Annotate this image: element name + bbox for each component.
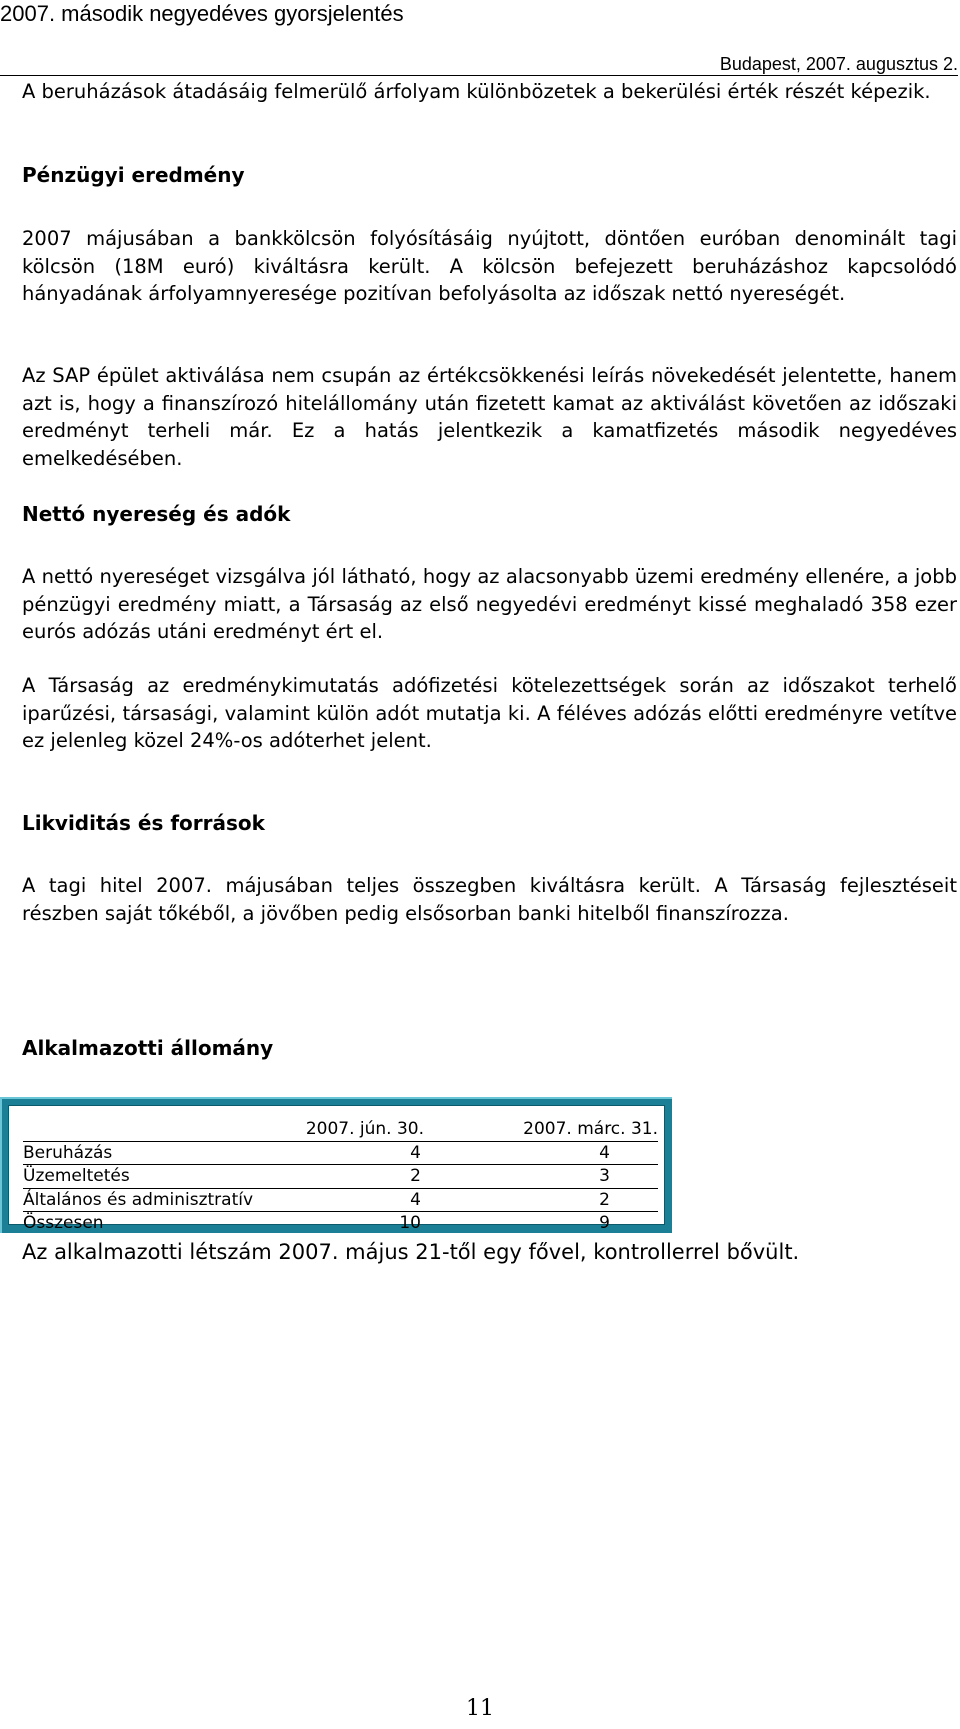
row-label: Üzemeltetés: [23, 1165, 291, 1189]
staff-note-block: [22, 1238, 957, 1266]
net-section: [22, 500, 957, 528]
row-value-jun: 4: [291, 1141, 424, 1165]
row-label: Beruházás: [23, 1141, 291, 1165]
net-para-1-block: [22, 563, 957, 646]
row-value-jun: 10: [399, 1213, 421, 1234]
financial-para-2-block: [22, 362, 957, 472]
staff-table-frame: [0, 1097, 672, 1233]
row-value-mar: 4: [424, 1141, 658, 1165]
page-header-title: 2007. második negyedéves gyorsjelentés: [0, 1, 404, 26]
table-header-mar: 2007. márc. 31.: [424, 1118, 658, 1141]
intro-paragraph: A beruházások átadásáig felmerülő árfolyam különbözetek a bekerülési érték részét képezik.: [22, 80, 931, 103]
staff-note: Az alkalmazotti létszám 2007. május 21-től egy fővel, kontrollerrel bővült.: [22, 1240, 800, 1264]
page-header-date: Budapest, 2007. augusztus 2.: [719, 54, 958, 74]
intro-block: [22, 78, 957, 106]
table-row: [23, 1141, 658, 1165]
staff-table: [23, 1118, 658, 1235]
financial-section: [22, 161, 957, 189]
row-value-jun: 4: [291, 1188, 424, 1212]
table-header-label: [23, 1118, 291, 1141]
table-header-row: [23, 1118, 658, 1141]
staff-table-panel: [8, 1105, 665, 1234]
net-paragraph-1: A nettó nyereséget vizsgálva jól látható, hogy az alacsonyabb üzemi eredmény ellenére, a jobb pénzügyi eredmény miatt, a Társaság az első negyedévi eredményt kissé meghaladó 358 ezer eurós adózás utáni eredményt ért el.: [22, 565, 957, 643]
financial-para-1-block: [22, 225, 957, 308]
table-row: [23, 1165, 658, 1189]
row-value-jun: 2: [291, 1165, 424, 1189]
financial-paragraph-1: 2007 májusában a bankkölcsön folyósításáig nyújtott, döntően euróban denominált tagi kölcsön (18M euró) kiváltásra került. A kölcsön befejezett beruházáshoz kapcsolódó hányadának árfolyamnyeresége pozitívan befolyásolta az időszak nettó nyereségét.: [22, 227, 957, 305]
net-para-2-block: [22, 672, 957, 755]
heading-financial-result: Pénzügyi eredmény: [22, 163, 245, 187]
row-value-mar: 2: [424, 1188, 658, 1212]
header-rule: [0, 75, 958, 76]
liquidity-para-block: [22, 872, 957, 927]
liquidity-section: [22, 809, 957, 837]
financial-paragraph-2: Az SAP épület aktiválása nem csupán az értékcsökkenési leírás növekedését jelentette, hanem azt is, hogy a finanszírozó hitelállomány után fizetett kamat az aktiválást követően az időszaki eredményt terheli már. Ez a hatás jelentkezik a kamatfizetés második negyedéves emelkedésében.: [22, 364, 957, 470]
row-value-mar: 9: [599, 1213, 610, 1234]
row-label: Általános és adminisztratív: [23, 1188, 291, 1212]
heading-liquidity: Likviditás és források: [22, 811, 265, 835]
table-header-jun: 2007. jún. 30.: [291, 1118, 424, 1141]
liquidity-paragraph: A tagi hitel 2007. májusában teljes összegben kiváltásra került. A Társaság fejlesztéseit részben saját tőkéből, a jövőben pedig elsősorban banki hitelből finanszírozza.: [22, 874, 957, 925]
staff-section: [22, 1034, 957, 1062]
table-row: [23, 1188, 658, 1212]
heading-staff: Alkalmazotti állomány: [22, 1036, 274, 1060]
page-number: 11: [466, 1696, 494, 1721]
table-total-row: [23, 1212, 658, 1235]
row-label: Összesen: [23, 1213, 104, 1234]
heading-net-profit: Nettó nyereség és adók: [22, 502, 291, 526]
row-value-mar: 3: [424, 1165, 658, 1189]
net-paragraph-2: A Társaság az eredménykimutatás adófizetési kötelezettségek során az időszakot terhelő iparűzési, társasági, valamint külön adót mutatja ki. A féléves adózás előtti eredményre vetítve ez jelenleg közel 24%-os adóterhet jelent.: [22, 674, 957, 752]
